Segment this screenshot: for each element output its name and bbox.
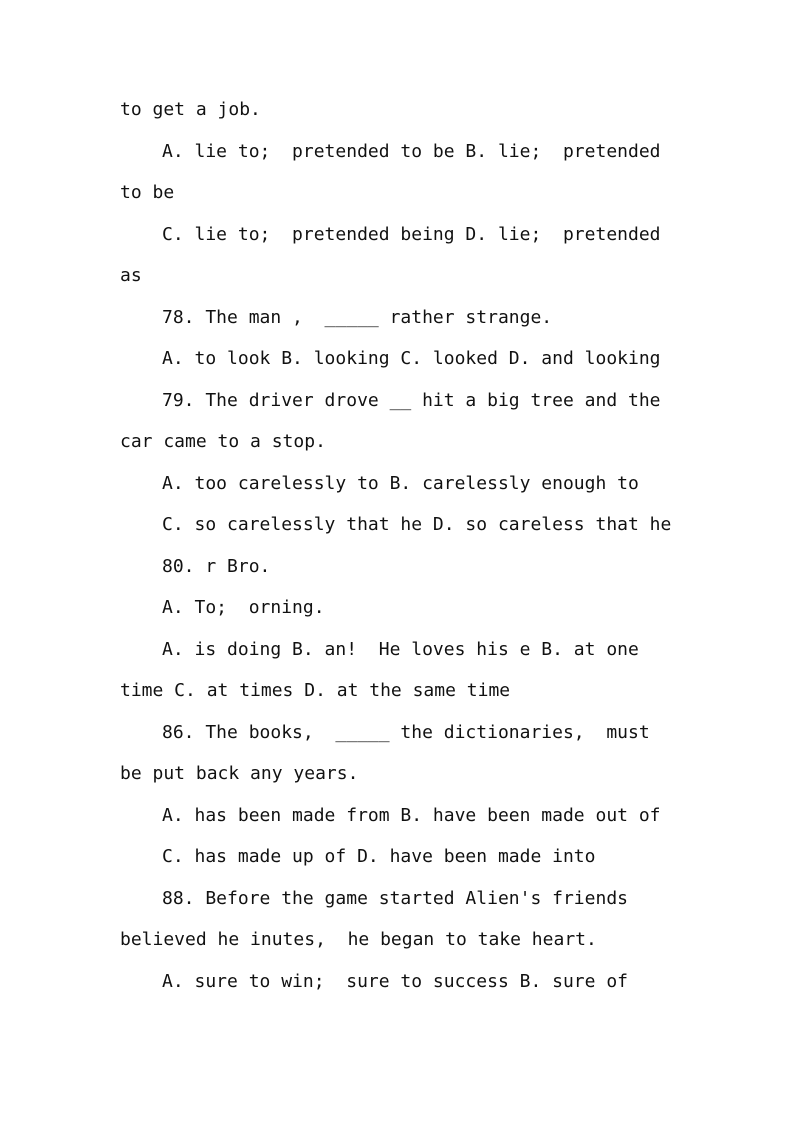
question-79: 79. The driver drove __ hit a big tree and the	[162, 390, 661, 411]
answer-options: A. To; orning.	[162, 597, 325, 618]
answer-options: C. so carelessly that he D. so careless that he	[162, 514, 672, 535]
question-88: 88. Before the game started Alien's friends	[162, 888, 628, 909]
question-86: 86. The books, _____ the dictionaries, must	[162, 722, 650, 743]
text-line: as	[120, 265, 142, 286]
answer-options: A. to look B. looking C. looked D. and looking	[162, 348, 661, 369]
text-line: to be	[120, 182, 175, 203]
answer-options: A. has been made from B. have been made out of	[162, 805, 661, 826]
answer-options: A. too carelessly to B. carelessly enough to	[162, 473, 639, 494]
answer-options: A. is doing B. an! He loves his e B. at one	[162, 639, 639, 660]
text-line: believed he inutes, he began to take heart.	[120, 929, 597, 950]
answer-options: C. has made up of D. have been made into	[162, 846, 596, 867]
answer-options: A. lie to; pretended to be B. lie; pretended	[162, 141, 661, 162]
text-line: car came to a stop.	[120, 431, 326, 452]
text-line: to get a job.	[120, 99, 261, 120]
question-78: 78. The man , _____ rather strange.	[162, 307, 553, 328]
answer-options: C. lie to; pretended being D. lie; pretended	[162, 224, 661, 245]
answer-options: A. sure to win; sure to success B. sure of	[162, 971, 628, 992]
question-80: 80. r Bro.	[162, 556, 271, 577]
text-line: time C. at times D. at the same time	[120, 680, 511, 701]
text-line: be put back any years.	[120, 763, 359, 784]
